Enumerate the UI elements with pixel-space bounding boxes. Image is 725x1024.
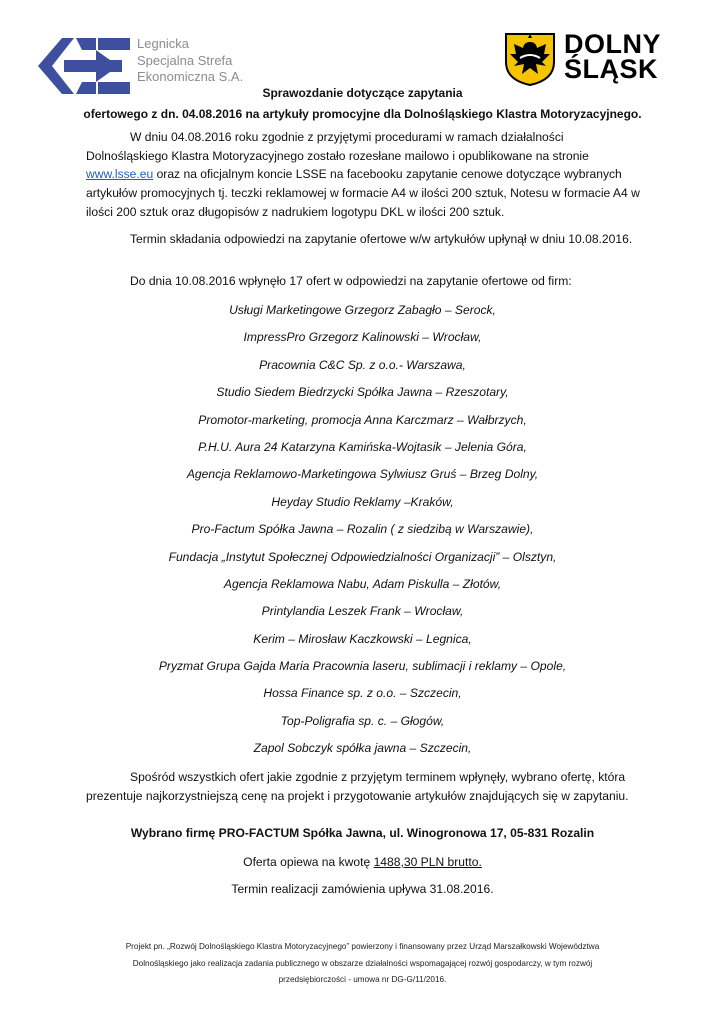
dolny-slask-line1: DOLNY [564,29,661,59]
lsse-name [137,36,243,86]
firm-item: Pro-Factum Spółka Jawna – Rozalin ( z siedzibą w Warszawie), [191,522,534,537]
deadline-paragraph [86,230,646,249]
firm-item: Fundacja „Instytut Społecznej Odpowiedzialności Organizacji” – Olsztyn, [168,549,557,564]
firm-item: Pracownia C&C Sp. z o.o.- Warszawa, [259,357,466,372]
firm-item: Printylandia Leszek Frank – Wrocław, [261,604,464,619]
lsse-name-line2: Specjalna Strefa [137,52,233,68]
firm-item: Kerim – Mirosław Kaczkowski – Legnica, [253,631,472,646]
dolny-slask-wordmark [564,29,661,84]
lsse-website-link[interactable]: www.lsse.eu [86,167,154,182]
footer-line2: Dolnośląskiego jako realizacja zadania publicznego w obszarze działalności wspomagającej rozwój gospodarczy, w tym rozwój [132,958,593,968]
firm-item: ImpressPro Grzegorz Kalinowski – Wrocław, [243,330,482,345]
offer-amount-line [70,855,655,869]
offers-count-paragraph [86,272,646,291]
document-subtitle: ofertowego z dn. 04.08.2016 na artykuły promocyjne dla Dolnośląskiego Klastra Motoryzacyjnego. [83,107,642,121]
intro-text-end: oraz na oficjalnym koncie LSSE na facebooku zapytanie cenowe dotyczące wybranych artykułów promocyjnych tj. teczki reklamowej w formacie A4 w ilości 200 sztuk, Notesu w formacie A4 w ilości 200 sztuk oraz długopisów z nadrukiem logotypu DKL w ilości 200 sztuk. [86,167,640,219]
completion-deadline: Termin realizacji zamówienia upływa 31.08.2016. [231,882,494,896]
dolny-slask-logo [504,29,674,84]
firm-item: Agencja Reklamowa Nabu, Adam Piskulla – Złotów, [223,576,502,591]
lsse-name-line1: Legnicka [137,36,190,51]
offers-count-text: Do dnia 10.08.2016 wpłynęło 17 ofert w odpowiedzi na zapytanie ofertowe od firm: [130,274,572,288]
selection-paragraph [86,768,646,805]
firm-item: Pryzmat Grupa Gajda Maria Pracownia laseru, sublimacji i reklamy – Opole, [158,659,567,674]
firm-item: Top-Poligrafia sp. c. – Głogów, [280,713,445,728]
eagle-shield-icon [504,32,556,86]
firms-list [70,301,655,767]
document-title: Sprawozdanie dotyczące zapytania [262,86,463,100]
firm-item: Hossa Finance sp. z o.o. – Szczecin, [263,686,462,701]
footer-line3: przedsiębiorczości - umowa nr DG-G/11/2016. [278,975,447,984]
firm-item: Agencja Reklamowo-Marketingowa Sylwiusz Gruś – Brzeg Dolny, [186,467,539,482]
firm-item: Heyday Studio Reklamy –Kraków, [271,494,454,509]
firm-item: P.H.U. Aura 24 Katarzyna Kamińska-Wojtasik – Jelenia Góra, [198,439,527,454]
footer-note [80,939,645,989]
dolny-slask-line2: ŚLĄSK [564,54,659,84]
offer-amount: 1488,30 PLN brutto. [373,855,482,869]
firm-item: Zapol Sobczyk spółka jawna – Szczecin, [253,741,472,756]
lsse-name-line3: Ekonomiczna S.A. [137,69,244,84]
firm-item: Usługi Marketingowe Grzegorz Zabagło – Serock, [229,303,496,317]
deadline-paragraph-text: Termin składania odpowiedzi na zapytanie ofertowe w/w artykułów upłynął w dniu 10.08.2016. [130,232,633,246]
intro-paragraph [86,128,646,222]
selected-firm: Wybrano firmę PRO-FACTUM Spółka Jawna, ul. Winogronowa 17, 05-831 Rozalin [130,826,595,840]
firm-item: Studio Siedem Biedrzycki Spółka Jawna – Rzeszotary, [216,385,509,400]
footer-line1: Projekt pn. „Rozwój Dolnośląskiego Klastra Motoryzacyjnego” powierzony i finansowany przez Urząd Marszałkowski Województwa [125,942,600,951]
intro-text-start: W dniu 04.08.2016 roku zgodnie z przyjętymi procedurami w ramach działalności Dolnośląskiego Klastra Motoryzacyjnego zostało rozesłane mailowo i opublikowane na stronie [86,130,589,163]
firm-item: Promotor-marketing, promocja Anna Karczmarz – Wałbrzych, [198,412,527,427]
offer-prefix: Oferta opiewa na kwotę [243,855,374,869]
selection-paragraph-text: Spośród wszystkich ofert jakie zgodnie z przyjętym terminem wpłynęły, wybrano ofertę, która prezentuje najkorzystniejszą cenę na projekt i przygotowanie artykułów znajdujących się w zapytaniu. [86,770,629,803]
